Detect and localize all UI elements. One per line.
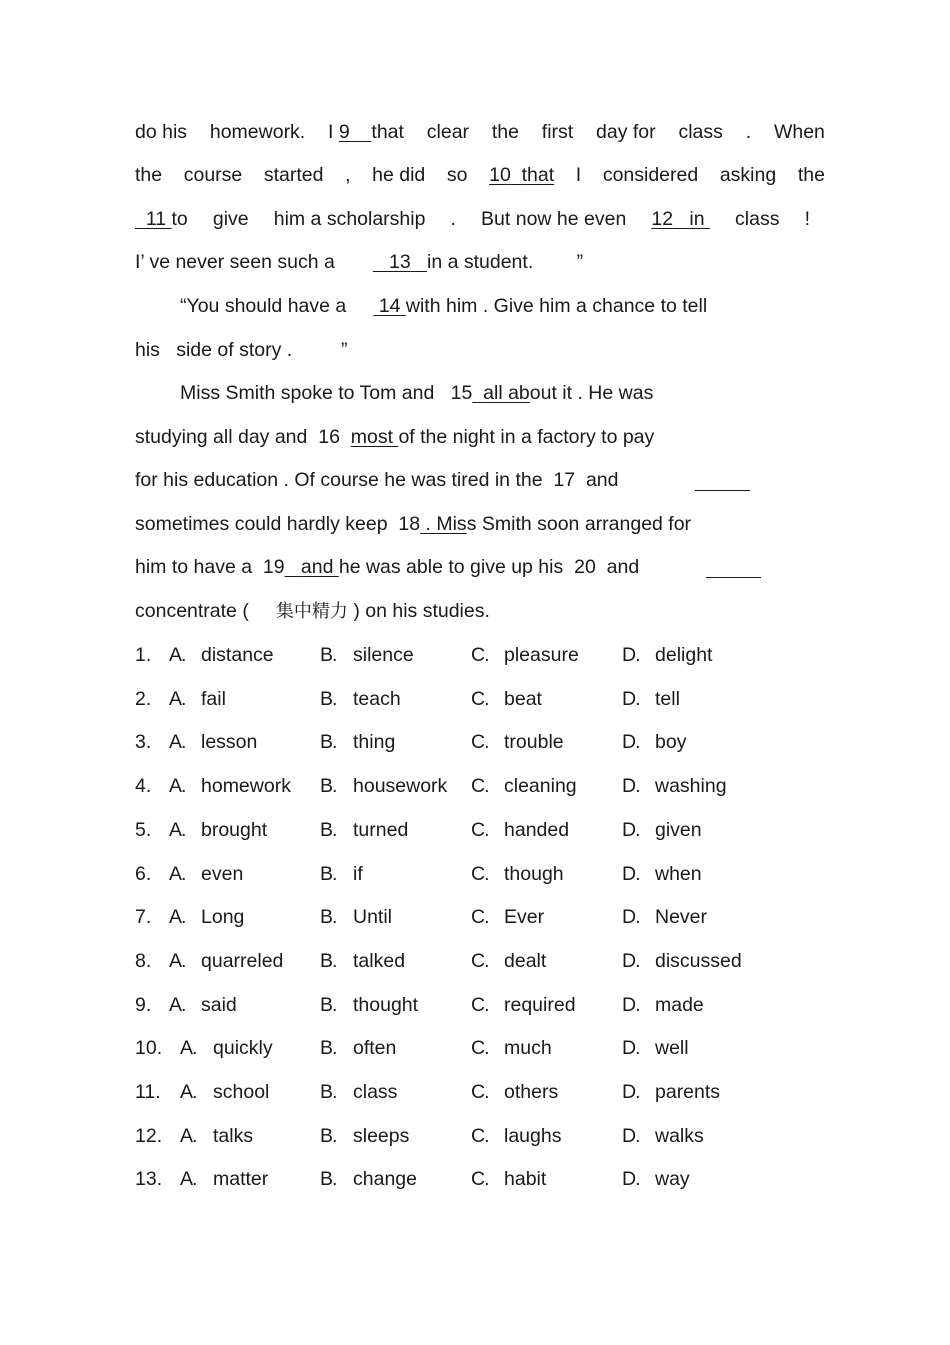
option-letter-d: D. [622, 687, 640, 710]
option-b-text: talked [353, 949, 406, 972]
option-d-text: boy [655, 731, 687, 754]
option-d-text: delight [655, 644, 713, 666]
option-letter-c: C. [471, 731, 489, 754]
option-letter-d: D. [622, 731, 640, 754]
option-d-text: way [655, 1168, 690, 1191]
blank-19: and [300, 556, 339, 578]
option-c-text: much [504, 1037, 552, 1060]
option-c-text: Ever [504, 906, 545, 929]
text: give [212, 208, 249, 230]
text: the [797, 164, 825, 186]
passage-line-4 [135, 250, 583, 274]
option-letter-c: C. [471, 906, 489, 929]
passage-line-1 [135, 120, 825, 144]
blank-20-line [706, 561, 761, 578]
option-a-text: quickly [213, 1037, 273, 1060]
text: the [491, 121, 519, 143]
option-letter-a: A. [169, 775, 186, 798]
blank-17-line [695, 474, 750, 491]
text: with him . Give him a chance to tell [405, 295, 708, 317]
blank-18: . Mis [425, 513, 467, 535]
text: of the night in a factory to pay [398, 426, 655, 448]
option-c-text: others [504, 1081, 559, 1103]
option-c-text: dealt [504, 949, 547, 972]
text: side of story . [176, 339, 293, 361]
option-letter-a: A. [169, 687, 186, 710]
option-letter-b: B. [320, 1124, 337, 1147]
text: course [183, 164, 243, 186]
option-letter-d: D. [622, 1037, 640, 1060]
option-a-text: talks [213, 1124, 254, 1147]
text: to [171, 208, 188, 230]
text: clear [426, 121, 470, 143]
passage-line-12 [135, 599, 490, 624]
blank-12: 12 in [651, 208, 705, 230]
text: 19 [262, 556, 285, 578]
option-b-text: change [353, 1168, 417, 1191]
option-d-text: well [655, 1037, 689, 1060]
option-c-text: cleaning [504, 775, 577, 798]
option-a-text: homework [201, 775, 291, 798]
option-a-text: brought [201, 818, 268, 841]
option-letter-a: A. [169, 644, 186, 666]
option-d-text: walks [655, 1124, 704, 1147]
option-c-text: required [504, 993, 576, 1016]
option-letter-b: B. [320, 949, 337, 972]
question-number: 10. [135, 1037, 163, 1060]
option-a-text: Long [201, 906, 245, 929]
question-number: 4. [135, 775, 152, 798]
option-c-text: trouble [504, 731, 564, 754]
option-c-text: handed [504, 818, 570, 841]
option-d-text: discussed [655, 949, 742, 972]
passage-line-5 [180, 294, 707, 318]
option-letter-a: A. [169, 949, 186, 972]
option-letter-a: A. [169, 818, 186, 841]
text: When [773, 121, 825, 143]
text: out it . He was [529, 382, 654, 404]
text: first [541, 121, 574, 143]
option-d-text: Never [655, 906, 708, 929]
option-a-text: matter [213, 1168, 269, 1191]
option-letter-a: A. [169, 731, 186, 754]
option-letter-d: D. [622, 1168, 640, 1191]
text: sometimes could hardly keep [135, 513, 388, 535]
option-d-text: when [655, 862, 702, 885]
option-a-text: lesson [201, 731, 258, 754]
passage-line-11 [135, 555, 639, 579]
option-a-text: quarreled [201, 949, 284, 972]
option-b-text: thing [353, 731, 396, 754]
option-letter-c: C. [471, 1168, 489, 1191]
option-letter-d: D. [622, 1124, 640, 1147]
text: and [606, 556, 640, 578]
option-letter-b: B. [320, 687, 337, 710]
option-b-text: housework [353, 775, 448, 798]
text: I [135, 251, 141, 273]
blank-9: 9 [338, 121, 350, 143]
option-letter-a: A. [180, 1081, 197, 1103]
option-letter-b: B. [320, 818, 337, 841]
passage-line-2 [135, 163, 825, 187]
text: Miss Smith spoke to Tom and [180, 382, 435, 404]
option-b-text: silence [353, 644, 414, 666]
text: 15 [450, 382, 473, 404]
text: day for [596, 121, 656, 143]
text: ” [576, 251, 584, 273]
option-letter-c: C. [471, 644, 489, 666]
text: But now he even [481, 208, 627, 230]
option-a-text: even [201, 862, 244, 885]
text: he did [372, 164, 426, 186]
option-letter-b: B. [320, 1081, 337, 1103]
text: concentrate ( [135, 600, 249, 622]
text: his [135, 339, 160, 361]
option-letter-c: C. [471, 1124, 489, 1147]
option-letter-c: C. [471, 949, 489, 972]
question-number: 12. [135, 1124, 163, 1147]
question-number: 1. [135, 644, 152, 666]
option-d-text: tell [655, 687, 680, 710]
passage-line-8 [135, 425, 654, 449]
option-b-text: turned [353, 818, 409, 841]
option-c-text: pleasure [504, 644, 579, 666]
text: for his education . Of course he was tired in the [135, 469, 543, 491]
option-letter-c: C. [471, 775, 489, 798]
option-letter-d: D. [622, 906, 640, 929]
question-number: 9. [135, 993, 152, 1016]
text: so [446, 164, 468, 186]
text: 20 [574, 556, 596, 578]
question-number: 2. [135, 687, 152, 710]
question-number: 13. [135, 1168, 163, 1191]
option-letter-d: D. [622, 949, 640, 972]
option-letter-b: B. [320, 1168, 337, 1191]
text: ’ [140, 251, 145, 273]
option-b-text: class [353, 1081, 398, 1103]
text: do his [135, 121, 188, 143]
passage-line-6 [135, 338, 347, 362]
blank-15: all ab [483, 382, 530, 404]
option-b-text: teach [353, 687, 401, 710]
text: asking [719, 164, 777, 186]
text: the [135, 164, 163, 186]
option-letter-a: A. [180, 1124, 197, 1147]
option-letter-d: D. [622, 1081, 640, 1103]
option-letter-c: C. [471, 818, 489, 841]
text: , [345, 164, 351, 186]
option-letter-d: D. [622, 775, 640, 798]
option-letter-a: A. [169, 993, 186, 1016]
text: started [263, 164, 324, 186]
option-letter-a: A. [180, 1037, 197, 1060]
option-letter-d: D. [622, 818, 640, 841]
text: class [735, 208, 780, 230]
option-letter-c: C. [471, 1037, 489, 1060]
option-letter-d: D. [622, 644, 640, 666]
question-number: 11. [135, 1081, 161, 1103]
option-a-text: distance [201, 644, 274, 666]
passage-line-7 [180, 381, 653, 405]
option-letter-a: A. [169, 906, 186, 929]
text: ) on his studies. [353, 600, 490, 622]
text: in a student. [427, 251, 534, 273]
option-letter-d: D. [622, 862, 640, 885]
option-letter-b: B. [320, 862, 337, 885]
option-a-text: said [201, 993, 237, 1016]
text: considered [602, 164, 699, 186]
option-c-text: beat [504, 687, 542, 710]
question-number: 8. [135, 949, 152, 972]
text: he was able to give up his [338, 556, 564, 578]
passage-line-10 [135, 512, 691, 536]
text: I [575, 164, 582, 186]
option-d-text: made [655, 993, 704, 1016]
text: class [678, 121, 723, 143]
text: him to have a [135, 556, 253, 578]
option-letter-c: C. [471, 1081, 489, 1103]
text: s Smith soon arranged for [466, 513, 692, 535]
text: ! [804, 208, 810, 230]
option-letter-b: B. [320, 993, 337, 1016]
option-c-text: laughs [504, 1124, 562, 1147]
text: him a scholarship [273, 208, 426, 230]
text: ve never seen such a [149, 251, 335, 273]
option-letter-b: B. [320, 1037, 337, 1060]
blank-13: 13 [389, 251, 411, 273]
text: homework. [209, 121, 306, 143]
blank-11: 11 [145, 208, 167, 230]
text: that [371, 121, 404, 143]
text: I [328, 121, 334, 143]
option-letter-b: B. [320, 775, 337, 798]
question-number: 7. [135, 906, 152, 929]
text: 17 [553, 469, 576, 491]
option-letter-b: B. [320, 906, 337, 929]
question-number: 3. [135, 731, 152, 754]
option-b-text: Until [353, 906, 393, 929]
chinese-note: 集中精力 [275, 601, 348, 622]
option-c-text: habit [504, 1168, 547, 1191]
option-letter-c: C. [471, 993, 489, 1016]
text: studying all day and [135, 426, 308, 448]
option-b-text: sleeps [353, 1124, 410, 1147]
text: 16 [318, 426, 340, 448]
passage-line-3 [135, 207, 810, 231]
option-d-text: washing [655, 775, 727, 798]
option-d-text: parents [655, 1081, 721, 1103]
blank-16: most [350, 426, 399, 448]
option-d-text: given [655, 818, 702, 841]
option-letter-a: A. [169, 862, 186, 885]
option-letter-c: C. [471, 687, 489, 710]
question-number: 5. [135, 818, 152, 841]
option-letter-b: B. [320, 731, 337, 754]
blank-14: 14 [378, 295, 401, 317]
option-b-text: if [353, 862, 363, 885]
option-a-text: school [213, 1081, 270, 1103]
option-letter-a: A. [180, 1168, 197, 1191]
option-letter-b: B. [320, 644, 337, 666]
blank-10: 10 that [489, 164, 555, 186]
option-letter-c: C. [471, 862, 489, 885]
text: ” [340, 339, 348, 361]
text: 18 [398, 513, 421, 535]
text: and [585, 469, 619, 491]
option-b-text: often [353, 1037, 397, 1060]
option-c-text: though [504, 862, 564, 885]
text: . [450, 208, 456, 230]
option-letter-d: D. [622, 993, 640, 1016]
option-a-text: fail [201, 687, 226, 710]
text: “You should have a [180, 295, 347, 317]
option-b-text: thought [353, 993, 419, 1016]
passage-line-9 [135, 468, 619, 492]
text: . [745, 121, 752, 143]
question-number: 6. [135, 862, 152, 885]
